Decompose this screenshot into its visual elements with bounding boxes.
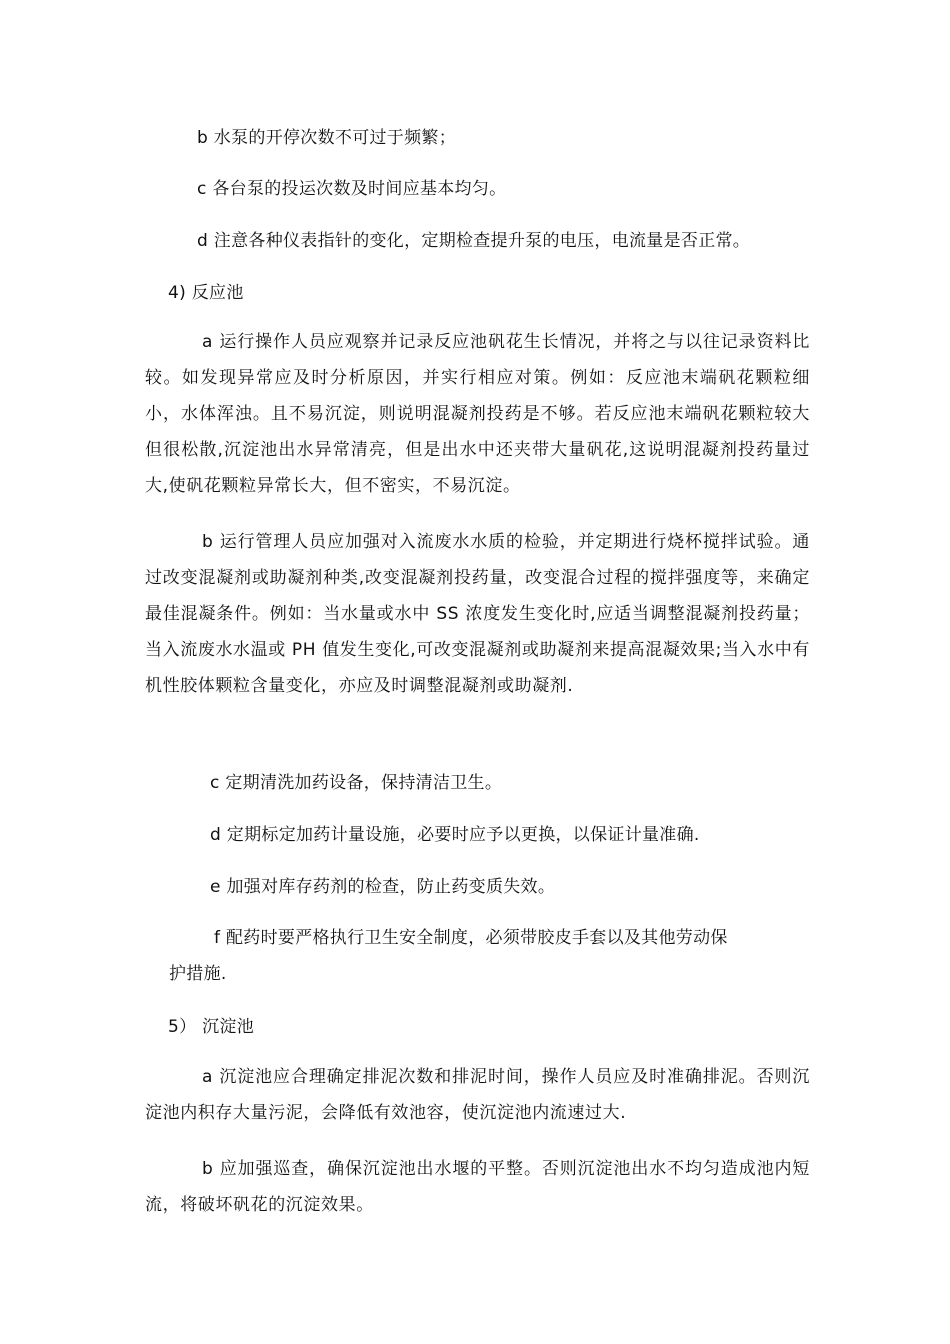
- pump-item-c: c 各台泵的投运次数及时间应基本均匀。: [197, 179, 507, 199]
- sedimentation-tank-heading: 5） 沉淀池: [168, 1017, 255, 1037]
- pump-item-d: d 注意各种仪表指针的变化，定期检查提升泵的电压，电流量是否正常。: [197, 231, 751, 251]
- reaction-tank-heading: 4) 反应池: [168, 283, 244, 303]
- reaction-tank-item-f-line1: f 配药时要严格执行卫生安全制度，必须带胶皮手套以及其他劳动保: [214, 928, 728, 948]
- sedimentation-tank-item-a: [145, 1059, 810, 1131]
- reaction-tank-item-f-line2: 护措施.: [169, 964, 227, 984]
- sedimentation-tank-item-a-text: a 沉淀池应合理确定排泥次数和排泥时间，操作人员应及时准确排泥。否则沉淀池内积存大量污泥，会降低有效池容，使沉淀池内流速过大.: [145, 1067, 810, 1123]
- sedimentation-tank-item-b-text: b 应加强巡查，确保沉淀池出水堰的平整。否则沉淀池出水不均匀造成池内短流，将破坏矾花的沉淀效果。: [145, 1159, 810, 1215]
- sedimentation-tank-item-b: [145, 1151, 810, 1223]
- pump-item-b: b 水泵的开停次数不可过于频繁；: [197, 128, 456, 148]
- reaction-tank-item-a: [145, 324, 810, 504]
- reaction-tank-item-b-text: b 运行管理人员应加强对入流废水水质的检验，并定期进行烧杯搅拌试验。通过改变混凝剂或助凝剂种类,改变混凝剂投药量，改变混合过程的搅拌强度等，来确定最佳混凝条件。例如：当水量或水中 SS 浓度发生变化时,应适当调整混凝剂投药量；当入流废水水温或 PH 值发生变化,可改变混凝剂或助凝剂来提高混凝效果;当入水中有机性胶体颗粒含量变化，亦应及时调整混凝剂或助凝剂.: [145, 532, 810, 696]
- reaction-tank-item-d: d 定期标定加药计量设施，必要时应予以更换，以保证计量准确.: [210, 825, 700, 845]
- reaction-tank-item-b: [145, 524, 810, 704]
- reaction-tank-item-e: e 加强对库存药剂的检查，防止药变质失效。: [210, 877, 556, 897]
- reaction-tank-item-c: c 定期清洗加药设备，保持清洁卫生。: [210, 773, 503, 793]
- reaction-tank-item-a-text: a 运行操作人员应观察并记录反应池矾花生长情况，并将之与以往记录资料比较。如发现异常应及时分析原因，并实行相应对策。例如：反应池末端矾花颗粒细小，水体浑浊。且不易沉淀，则说明混凝剂投药是不够。若反应池末端矾花颗粒较大但很松散,沉淀池出水异常清亮，但是出水中还夹带大量矾花,这说明混凝剂投药量过大,使矾花颗粒异常长大，但不密实，不易沉淀。: [145, 332, 810, 496]
